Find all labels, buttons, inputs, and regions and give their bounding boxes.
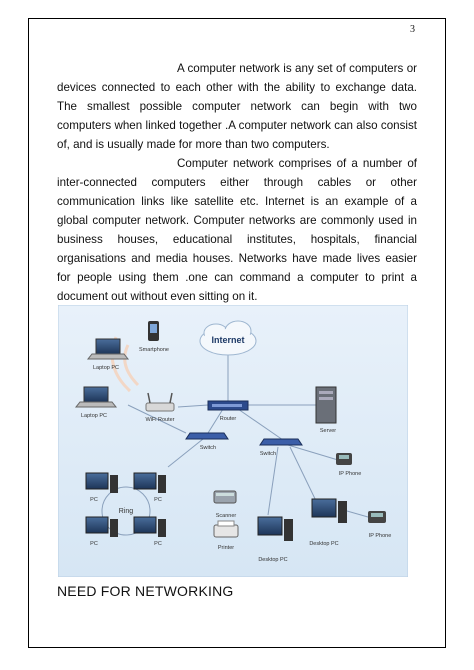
- wifi-router-label: WiFi Router: [145, 417, 175, 423]
- ip-phone-1-label: IP Phone: [338, 471, 362, 477]
- paragraph-1-text: A computer network is any set of computers or devices connected to each other with the ability to exchange data. The smallest possible computer network can begin with two computers when linked together .A computer network can also consist of, and is usually made for more than two computers.: [57, 62, 417, 151]
- switch-icon: [186, 433, 228, 439]
- scanner-label: Scanner: [215, 513, 237, 519]
- pc-2-label: PC: [154, 497, 162, 503]
- paragraph-2: [57, 154, 417, 306]
- smartphone-icon: [148, 321, 159, 341]
- pc-1-label: PC: [90, 497, 98, 503]
- paragraph-1: [57, 59, 417, 154]
- desktop-pc-1-label: Desktop PC: [258, 557, 288, 563]
- laptop-2-label: Laptop PC: [81, 413, 107, 419]
- network-diagram: [58, 305, 408, 577]
- page-number: 3: [410, 24, 415, 35]
- smartphone-label: Smartphone: [139, 347, 169, 353]
- desktop-pc-2-label: Desktop PC: [309, 541, 339, 547]
- switch-1-label: Switch: [199, 445, 217, 451]
- ring-label: Ring: [118, 508, 134, 515]
- ip-phone-2-label: IP Phone: [368, 533, 392, 539]
- pc-4-label: PC: [154, 541, 162, 547]
- printer-label: Printer: [217, 545, 235, 551]
- scanner-icon: [214, 491, 236, 503]
- router-icon: [208, 401, 248, 410]
- phone-icon: [336, 453, 352, 465]
- internet-label: Internet: [211, 335, 245, 345]
- switch-icon: [260, 439, 302, 445]
- laptop-1-label: Laptop PC: [93, 365, 119, 371]
- switch-2-label: Switch: [259, 451, 277, 457]
- section-heading: NEED FOR NETWORKING: [57, 583, 234, 599]
- router-label: Router: [219, 416, 237, 422]
- phone-icon: [368, 511, 386, 523]
- paragraph-2-text: Computer network comprises of a number of inter-connected computers either through cables or other communication links like satellite etc. Internet is an example of a global computer network. Computer networks are commonly used in business houses, educational institutes, hospitals, financial organisations and media houses. Networks have made lives easier for people using them .one can command a computer to print a document out without even sitting on it.: [57, 157, 417, 303]
- pc-3-label: PC: [90, 541, 98, 547]
- printer-icon: [214, 521, 238, 537]
- server-icon: [316, 387, 336, 423]
- server-label: Server: [319, 428, 337, 434]
